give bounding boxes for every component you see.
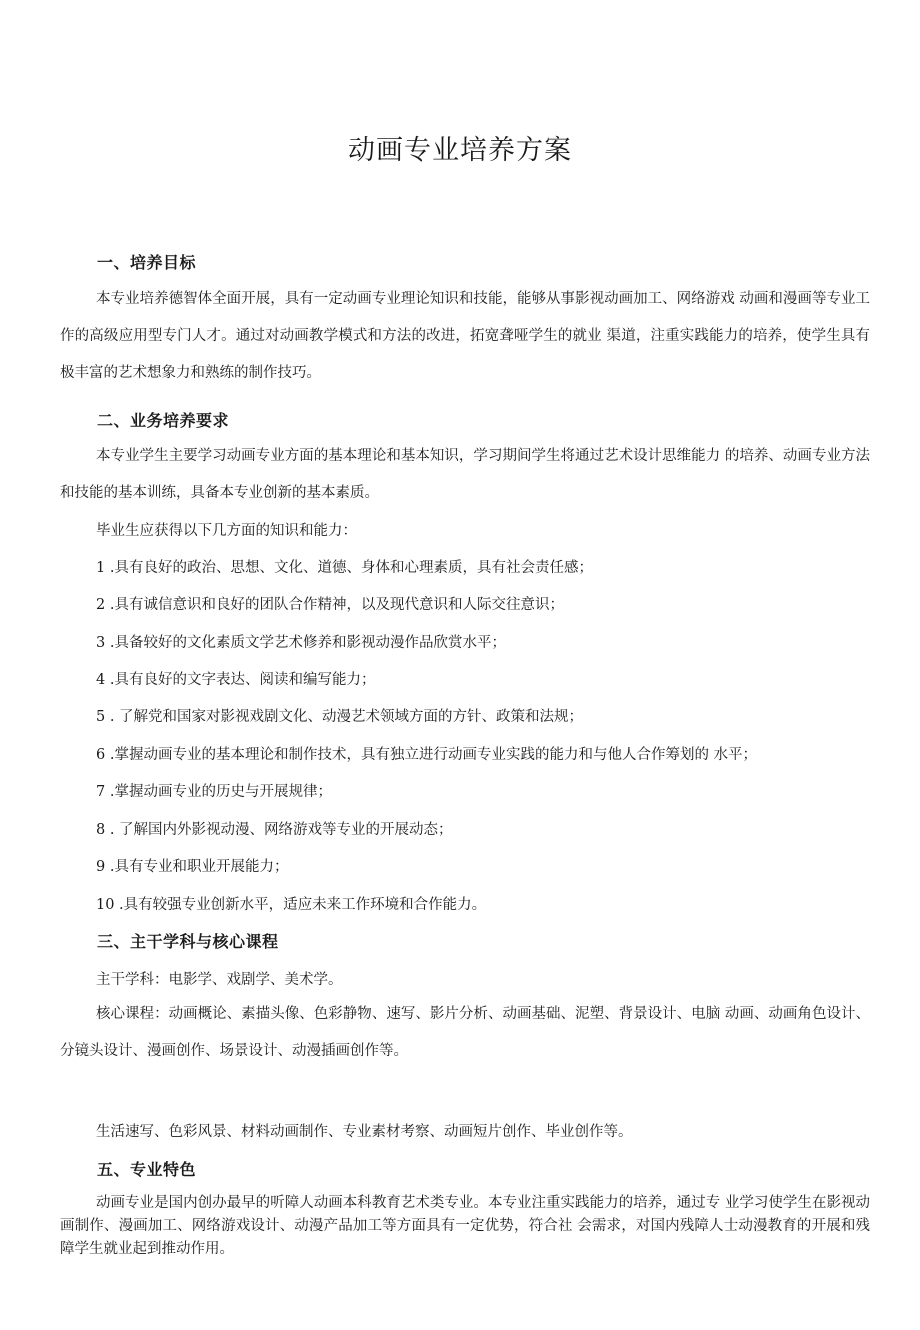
paragraph-requirements: 本专业学生主要学习动画专业方面的基本理论和基本知识，学习期间学生将通过艺术设计思维能力 的培养、动画专业方法和技能的基本训练，具备本专业创新的基本素质。 — [60, 448, 870, 501]
section-heading-courses: 三、主干学科与核心课程 — [97, 932, 279, 951]
ability-item-5: 5 . 了解党和国家对影视戏剧文化、动漫艺术领域方面的方针、政策和法规； — [96, 709, 584, 725]
ability-item-10: 10 .具有较强专业创新水平，适应未来工作环境和合作能力。 — [96, 897, 487, 913]
ability-item-1: 1 .具有良好的政治、思想、文化、道德、身体和心理素质，具有社会责任感； — [96, 560, 593, 576]
ability-item-2: 2 .具有诚信意识和良好的团队合作精神，以及现代意识和人际交往意识； — [96, 597, 564, 613]
practice-courses: 生活速写、色彩风景、材料动画制作、专业素材考察、动画短片创作、毕业创作等。 — [96, 1124, 633, 1140]
paragraph-features: 动画专业是国内创办最早的听障人动画本科教育艺术类专业。本专业注重实践能力的培养，通过专 业学习使学生在影视动画制作、漫画加工、网络游戏设计、动漫产品加工等方面具有一定优势，符合社 会需求，对国内残障人士动漫教育的开展和残障学生就业起到推动作用。 — [60, 1195, 870, 1257]
ability-item-9: 9 .具有专业和职业开展能力； — [96, 859, 289, 875]
ability-item-3: 3 .具备较好的文化素质文学艺术修养和影视动漫作品欣赏水平； — [96, 635, 506, 651]
abilities-intro: 毕业生应获得以下几方面的知识和能力： — [96, 523, 357, 539]
ability-item-4: 4 .具有良好的文字表达、阅读和编写能力； — [96, 672, 376, 688]
ability-item-7: 7 .掌握动画专业的历史与开展规律； — [96, 784, 332, 800]
page-title: 动画专业培养方案 — [348, 135, 572, 166]
main-subjects: 主干学科：电影学、戏剧学、美术学。 — [96, 972, 343, 988]
ability-item-6: 6 .掌握动画专业的基本理论和制作技术，具有独立进行动画专业实践的能力和与他人合作筹划的 水平； — [96, 747, 758, 763]
section-heading-requirements: 二、业务培养要求 — [97, 411, 230, 430]
section-heading-features: 五、专业特色 — [97, 1160, 197, 1179]
core-courses: 核心课程：动画概论、素描头像、色彩静物、速写、影片分析、动画基础、泥塑、背景设计、电脑 动画、动画角色设计、分镜头设计、漫画创作、场景设计、动漫插画创作等。 — [60, 1006, 870, 1059]
section-heading-goals: 一、培养目标 — [97, 253, 197, 272]
paragraph-goals: 本专业培养德智体全面开展，具有一定动画专业理论知识和技能，能够从事影视动画加工、网络游戏 动画和漫画等专业工作的高级应用型专门人才。通过对动画教学模式和方法的改进，拓宽聋哑学生的就业 渠道，注重实践能力的培养，使学生具有极丰富的艺术想象力和熟练的制作技巧。 — [60, 291, 870, 381]
ability-item-8: 8 . 了解国内外影视动漫、网络游戏等专业的开展动态； — [96, 822, 453, 838]
